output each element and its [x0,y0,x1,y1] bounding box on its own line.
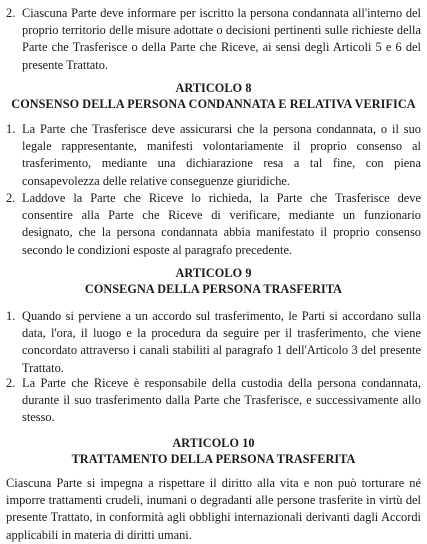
paragraph-text: Ciascuna Parte deve informare per iscritto la persona condannata all'interno del proprio territorio delle misure adottate o decisioni pertinenti sulle richieste della Parte che Trasferisce o della Parte che Riceve, ai sensi degli Articoli 5 e 6 del presente Trattato. [22,6,421,72]
paragraph-text: La Parte che Riceve è responsabile della custodia della persona condannata, durante il suo trasferimento dalla Parte che Trasferisce, e successivamente allo stesso. [22,376,421,425]
art9-subtitle: CONSEGNA DELLA PERSONA TRASFERITA [84,282,343,296]
paragraph-number: 1. [6,309,16,323]
art10-subtitle: TRATTAMENTO DELLA PERSONA TRASFERITA [71,452,356,466]
art8-subtitle: CONSENSO DELLA PERSONA CONDANNATA E RELATIVA VERIFICA [11,97,416,111]
art9-title: ARTICOLO 9 [175,266,252,280]
paragraph-number: 2. [6,6,16,20]
art8-title: ARTICOLO 8 [175,81,252,95]
paragraph-number: 2. [6,191,16,205]
art10-body: Ciascuna Parte si impegna a rispettare il diritto alla vita e non può torturare né imporre trattamenti crudeli, inumani o degradanti alle persone trasferite in virtù del presente Trattato, in conformità agli obblighi internazionali derivanti dagli Accordi applicabili in materia di diritti umani. [6,476,421,542]
paragraph-text: La Parte che Trasferisce deve assicurarsi che la persona condannata, o il suo legale rappresentante, manifesti volontariamente il proprio consenso al trasferimento, mediante una dichiarazione resa a tal fine, con piena consapevolezza delle relative conseguenze giuridiche. [22,122,421,188]
paragraph-number: 2. [6,376,16,390]
paragraph-number: 1. [6,122,16,136]
paragraph-text: Quando si perviene a un accordo sul trasferimento, le Parti si accordano sulla data, l'ora, il luogo e la procedura da seguire per il trasferimento, che viene concordato attraverso i canali stabiliti al paragrafo 1 dell'Articolo 3 del presente Trattato. [22,309,421,375]
art10-title: ARTICOLO 10 [172,436,255,450]
paragraph-text: Laddove la Parte che Riceve lo richieda, la Parte che Trasferisce deve consentire alla Parte che Riceve di verificare, mediante un funzionario designato, che la persona condannata abbia manifestato il proprio consenso secondo le condizioni esposte al paragrafo precedente. [22,191,421,257]
